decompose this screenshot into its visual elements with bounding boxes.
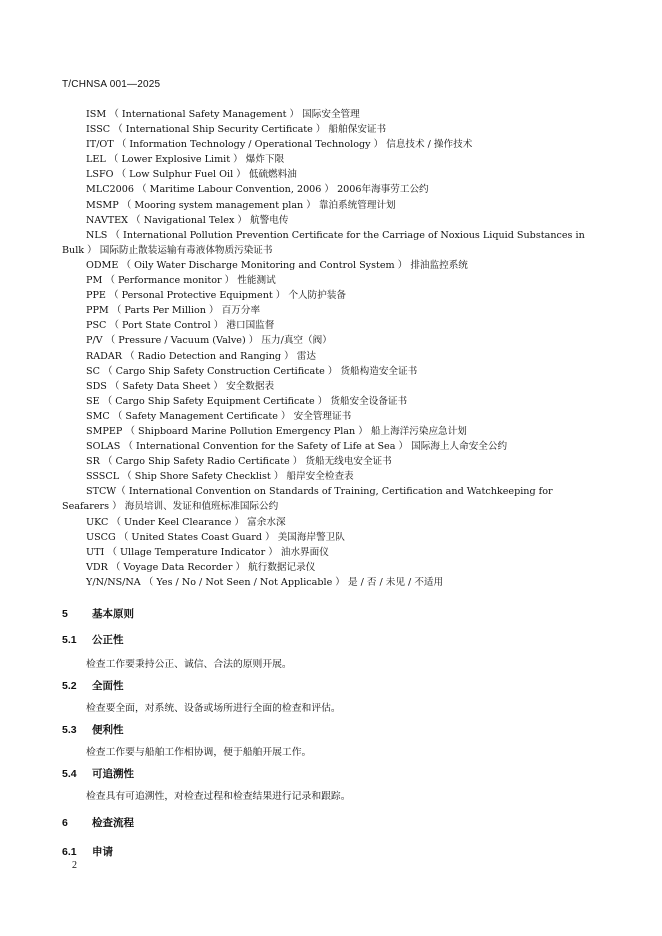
abbreviation-item: PPM （ Parts Per Million ） 百万分率 (86, 305, 261, 317)
section-title: 可追溯性 (92, 768, 134, 780)
abbreviation-item: LSFO （ Low Sulphur Fuel Oil ） 低硫燃料油 (86, 169, 297, 181)
abbreviation-item: MLC2006 （ Maritime Labour Convention, 2006 ） 2006年海事劳工公约 (86, 184, 429, 196)
section-number: 6 (62, 817, 68, 829)
section-title: 基本原则 (92, 608, 134, 620)
section-paragraph: 检查要全面，对系统、设备或场所进行全面的检查和评估。 (86, 703, 341, 714)
abbreviation-item: IT/OT （ Information Technology / Operational Technology ） 信息技术 / 操作技术 (86, 139, 473, 151)
abbreviation-item: P/V （ Pressure / Vacuum (Valve) ） 压力/真空（阀） (86, 335, 332, 347)
abbreviation-item: SMPEP （ Shipboard Marine Pollution Emergency Plan ） 船上海洋污染应急计划 (86, 425, 467, 437)
section-number: 5 (62, 608, 68, 620)
section-heading-5-3 (62, 722, 124, 737)
abbreviation-item: SC （ Cargo Ship Safety Construction Certificate ） 货船构造安全证书 (86, 365, 418, 377)
document-id: T/CHNSA 001—2025 (62, 79, 161, 90)
abbreviation-item: SOLAS （ International Convention for the Safety of Life at Sea ） 国际海上人命安全公约 (86, 441, 508, 453)
abbreviation-item: ISSC （ International Ship Security Certificate ） 船舶保安证书 (86, 124, 387, 136)
abbreviation-item: PSC （ Port State Control ） 港口国监督 (86, 320, 275, 332)
abbreviation-item: PM （ Performance monitor ） 性能测试 (86, 275, 276, 287)
abbreviation-item: MSMP （ Mooring system management plan ） 靠泊系统管理计划 (86, 199, 396, 211)
abbreviation-item: ISM （ International Safety Management ） 国际安全管理 (86, 109, 360, 120)
section-title: 全面性 (92, 680, 124, 692)
section-paragraph: 检查工作要与船舶工作相协调，便于船舶开展工作。 (86, 747, 312, 758)
section-heading-5-1 (62, 632, 124, 647)
abbreviation-item: UKC （ Under Keel Clearance ） 富余水深 (86, 516, 286, 528)
abbreviation-list (62, 107, 602, 590)
section-title: 公正性 (92, 634, 124, 646)
section-heading-6-1 (62, 844, 113, 859)
section-title: 申请 (92, 846, 113, 858)
abbreviation-item: ODME （ Oily Water Discharge Monitoring and Control System ） 排油监控系统 (86, 259, 468, 271)
section-number: 5.2 (62, 680, 77, 692)
abbreviation-item: SMC （ Safety Management Certificate ） 安全管理证书 (86, 410, 352, 422)
abbreviation-item: LEL （ Lower Explosive Limit ） 爆炸下限 (86, 154, 285, 166)
abbreviation-item: VDR （ Voyage Data Recorder ） 航行数据记录仪 (86, 561, 316, 573)
section-number: 5.1 (62, 634, 77, 646)
abbreviation-item: RADAR （ Radio Detection and Ranging ） 雷达 (86, 350, 316, 362)
abbreviation-item: PPE （ Personal Protective Equipment ） 个人防护装备 (86, 290, 347, 302)
section-paragraph: 检查具有可追溯性，对检查过程和检查结果进行记录和跟踪。 (86, 791, 351, 802)
abbreviation-item: NAVTEX （ Navigational Telex ） 航警电传 (86, 214, 289, 226)
section-number: 5.4 (62, 768, 77, 780)
section-heading-5-2 (62, 678, 124, 693)
abbreviation-item: UTI （ Ullage Temperature Indicator ） 油水界面仪 (86, 546, 329, 558)
section-number: 6.1 (62, 846, 77, 858)
abbreviation-item: SE （ Cargo Ship Safety Equipment Certificate ） 货船安全设备证书 (86, 395, 408, 407)
abbreviation-item: SR （ Cargo Ship Safety Radio Certificate ） 货船无线电安全证书 (86, 456, 392, 468)
abbreviation-item: SSSCL （ Ship Shore Safety Checklist ） 船岸安全检查表 (86, 471, 354, 483)
section-heading-5 (62, 606, 134, 621)
section-title: 便利性 (92, 724, 124, 736)
abbreviation-item: SDS （ Safety Data Sheet ） 安全数据表 (86, 380, 275, 392)
abbreviation-item: STCW（ International Convention on Standards of Training, Certification and Watchkeeping for Seafarers ） 海员培训、发证和值班标准国际公约 (62, 486, 553, 513)
section-title: 检查流程 (92, 817, 134, 829)
section-paragraph: 检查工作要秉持公正、诚信、合法的原则开展。 (86, 659, 292, 670)
section-number: 5.3 (62, 724, 77, 736)
abbreviation-item: USCG （ United States Coast Guard ） 美国海岸警卫队 (86, 531, 345, 543)
abbreviation-item: Y/N/NS/NA （ Yes / No / Not Seen / Not Applicable ） 是 / 否 / 未见 / 不适用 (86, 576, 444, 588)
section-heading-5-4 (62, 766, 134, 781)
abbreviation-item: NLS （ International Pollution Prevention Certificate for the Carriage of Noxious Liquid Substances in Bulk ） 国际防止散装运输有毒液体物质污染证书 (62, 229, 585, 256)
section-heading-6 (62, 815, 134, 830)
page-number: 2 (72, 860, 77, 871)
